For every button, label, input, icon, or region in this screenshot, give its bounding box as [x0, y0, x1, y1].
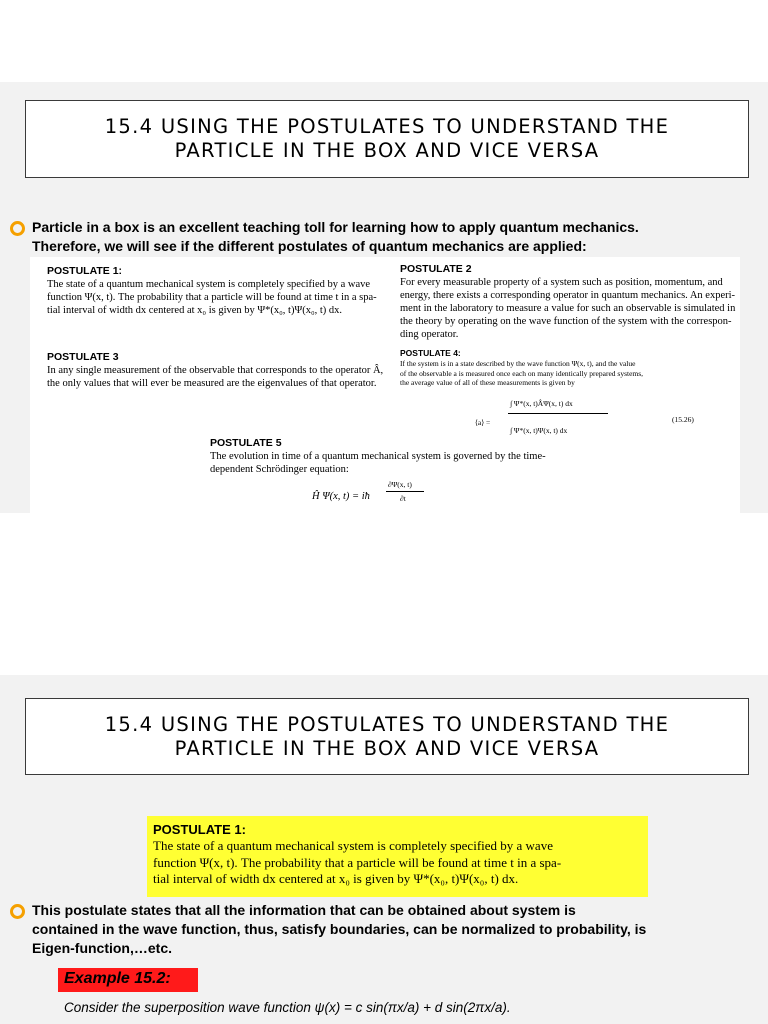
- postulate-5-text: [210, 450, 610, 476]
- postulate-5-heading: POSTULATE 5: [210, 437, 282, 449]
- example-label-box: [58, 968, 198, 992]
- slide-2-bullet-line-1: This postulate states that all the information that can be obtained about system is: [32, 902, 576, 918]
- slide-2-title: [105, 713, 670, 761]
- slide-2-bullet-line-3: Eigen-function,…etc.: [32, 940, 172, 956]
- slide-2-bullet-text: [32, 901, 757, 958]
- postulate-4-line: the average value of all of these measurements is given by: [400, 378, 575, 387]
- slide-2: [0, 675, 768, 1024]
- example-label: Example 15.2:: [64, 970, 171, 987]
- schrodinger-lhs: Ĥ Ψ(x, t) = iħ: [312, 491, 370, 502]
- postulate-2-text: [400, 276, 738, 341]
- slide-1-bullet-line-2: Therefore, we will see if the different postulates of quantum mechanics are applied:: [32, 238, 587, 254]
- slide-1-title-box: [25, 100, 749, 178]
- slide-2-bullet-line-2: contained in the wave function, thus, satisfy boundaries, can be normalized to probability, is: [32, 921, 647, 937]
- postulate-1-heading: POSTULATE 1:: [47, 265, 123, 277]
- postulate-1-text: [47, 278, 397, 317]
- postulate-1-line: tial interval of width dx centered at x₀ is given by Ψ*(x₀, t)Ψ(x₀, t) dx.: [47, 305, 343, 316]
- bullet-icon: [10, 221, 25, 236]
- postulate-2-line: energy, there exists a corresponding operator in quantum mechanics. An experi-: [400, 290, 736, 301]
- postulate-1-line: function Ψ(x, t). The probability that a particle will be found at time t in a spa-: [153, 854, 562, 870]
- postulate-1-line: tial interval of width dx centered at x₀ is given by Ψ*(x₀, t)Ψ(x₀, t) dx.: [153, 871, 519, 886]
- postulate-2-line: For every measurable property of a system such as position, momentum, and: [400, 277, 723, 288]
- schrodinger-denominator: ∂t: [400, 494, 406, 503]
- postulate-3-line: In any single measurement of the observable that corresponds to the operator Â,: [47, 365, 384, 376]
- bullet-icon: [10, 904, 25, 919]
- postulate-1-highlight: [147, 816, 648, 897]
- fraction-bar: [386, 491, 424, 492]
- slide-2-title-line-1: 15.4 USING THE POSTULATES TO UNDERSTAND THE: [104, 712, 670, 736]
- postulate-4-line: If the system is in a state described by the wave function Ψ(x, t), and the value: [400, 359, 636, 368]
- postulate-2-line: ding operator.: [400, 329, 459, 340]
- slide-1-title-line-2: PARTICLE IN THE BOX AND VICE VERSA: [174, 139, 600, 162]
- slide-1: [0, 82, 768, 513]
- slide-1-title: [105, 115, 670, 163]
- postulate-2-heading: POSTULATE 2: [400, 263, 472, 275]
- postulate-4-heading: POSTULATE 4:: [400, 348, 461, 358]
- example-text: Consider the superposition wave function ψ(x) = c sin(πx/a) + d sin(2πx/a).: [64, 1000, 511, 1015]
- slide-2-title-box: [25, 698, 749, 775]
- equation-number: (15.26): [672, 415, 694, 424]
- postulate-2-line: ment in the laboratory to measure a value for such an observable is simulated in: [400, 303, 736, 314]
- slide-1-title-line-1: 15.4 USING THE POSTULATES TO UNDERSTAND THE: [104, 115, 670, 138]
- postulate-5-line: The evolution in time of a quantum mechanical system is governed by the time-: [210, 451, 546, 462]
- slide-2-title-line-2: PARTICLE IN THE BOX AND VICE VERSA: [174, 736, 600, 760]
- postulate-3-heading: POSTULATE 3: [47, 351, 119, 363]
- postulate-1-line: The state of a quantum mechanical system is completely specified by a wave: [153, 838, 553, 853]
- equation-denominator: ∫ Ψ*(x, t)Ψ(x, t) dx: [510, 426, 568, 435]
- postulate-4-line: of the observable a is measured once each on many identically prepared systems,: [400, 368, 644, 378]
- postulates-image: [30, 257, 740, 513]
- postulate-3-text: [47, 364, 397, 390]
- postulate-4-text: [400, 359, 730, 388]
- postulate-3-line: the only values that will ever be measured are the eigenvalues of that operator.: [47, 378, 377, 389]
- equation-lhs: ⟨a⟩ =: [475, 418, 491, 427]
- slide-1-bullet-text: [32, 218, 762, 256]
- equation-numerator: ∫ Ψ*(x, t)ÂΨ(x, t) dx: [510, 399, 573, 408]
- postulate-1-heading: POSTULATE 1:: [153, 822, 246, 837]
- postulate-5-line: dependent Schrödinger equation:: [210, 464, 349, 475]
- postulate-1-line: The state of a quantum mechanical system is completely specified by a wave: [47, 279, 371, 290]
- postulate-1-text: [153, 838, 648, 888]
- fraction-bar: [508, 413, 608, 414]
- postulate-1-line: function Ψ(x, t). The probability that a particle will be found at time t in a spa-: [47, 292, 377, 303]
- postulate-2-line: the theory by operating on the wave function of the system with the correspon-: [400, 316, 732, 327]
- schrodinger-numerator: ∂Ψ(x, t): [388, 480, 412, 489]
- slide-1-bullet-line-1: Particle in a box is an excellent teaching toll for learning how to apply quantum mechanics.: [32, 219, 639, 235]
